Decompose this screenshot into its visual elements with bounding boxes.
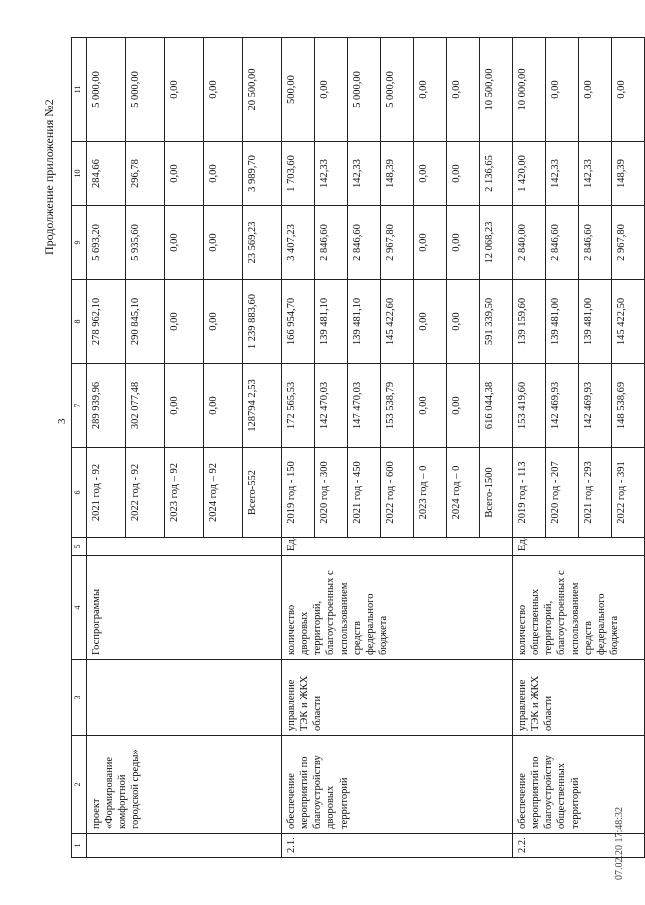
value-cell-c8: 1 239 883,60 — [243, 280, 282, 364]
year-cell: 2021 год - 293 — [579, 448, 612, 538]
value-cell-c7: 172 565,53 — [282, 364, 315, 448]
value-cell-c8: 0,00 — [447, 280, 480, 364]
value-cell-c10: 2 136,65 — [480, 142, 513, 206]
value-cell-c7: 142 470,03 — [315, 364, 348, 448]
value-cell-c9: 5 693,20 — [87, 206, 126, 280]
header-cell: 2 — [72, 736, 87, 834]
value-cell-c9: 0,00 — [165, 206, 204, 280]
value-cell-c7: 0,00 — [204, 364, 243, 448]
value-cell-c11: 0,00 — [612, 38, 645, 142]
value-cell-c7: 0,00 — [165, 364, 204, 448]
value-cell-c10: 1 703,60 — [282, 142, 315, 206]
table-row — [282, 38, 315, 858]
header-cell: 6 — [72, 448, 87, 538]
value-cell-c11: 20 500,00 — [243, 38, 282, 142]
measure-name-cell: обеспечение мероприятий по благоустройству дворовых территорий — [282, 736, 513, 834]
value-cell-c9: 3 407,23 — [282, 206, 315, 280]
value-cell-c8: 139 481,10 — [348, 280, 381, 364]
year-cell: 2024 год – 92 — [204, 448, 243, 538]
code-cell: 2.1. — [282, 834, 513, 858]
value-cell-c11: 5 000,00 — [126, 38, 165, 142]
value-cell-c8: 139 481,00 — [579, 280, 612, 364]
value-cell-c11: 0,00 — [165, 38, 204, 142]
code-cell: 2.2. — [513, 834, 645, 858]
year-cell: 2022 год - 391 — [612, 448, 645, 538]
value-cell-c10: 296,78 — [126, 142, 165, 206]
appendix-note: Продолжение приложения №2 — [42, 99, 56, 255]
value-cell-c11: 500,00 — [282, 38, 315, 142]
value-cell-c9: 5 935,60 — [126, 206, 165, 280]
value-cell-c8: 145 422,50 — [612, 280, 645, 364]
year-cell: 2022 год - 600 — [381, 448, 414, 538]
value-cell-c10: 0,00 — [165, 142, 204, 206]
page-number: 3 — [56, 418, 68, 424]
value-cell-c10: 142,33 — [315, 142, 348, 206]
indicator-cell: Госпрограммы — [87, 556, 282, 660]
value-cell-c10: 0,00 — [414, 142, 447, 206]
budget-table-body — [72, 38, 645, 858]
value-cell-c7: 302 077,48 — [126, 364, 165, 448]
value-cell-c11: 0,00 — [414, 38, 447, 142]
value-cell-c8: 0,00 — [165, 280, 204, 364]
value-cell-c9: 23 569,23 — [243, 206, 282, 280]
table-row — [513, 38, 546, 858]
budget-table — [71, 37, 645, 858]
value-cell-c9: 2 846,60 — [348, 206, 381, 280]
year-cell: 2024 год – 0 — [447, 448, 480, 538]
value-cell-c11: 0,00 — [546, 38, 579, 142]
value-cell-c10: 142,33 — [546, 142, 579, 206]
print-timestamp: 07.02.20 17:48:32 — [614, 806, 625, 880]
value-cell-c7: 142 469,93 — [579, 364, 612, 448]
value-cell-c9: 0,00 — [414, 206, 447, 280]
measure-name-cell: обеспечение мероприятий по благоустройству общественных территорий — [513, 736, 645, 834]
value-cell-c9: 0,00 — [447, 206, 480, 280]
value-cell-c11: 10 500,00 — [480, 38, 513, 142]
value-cell-c9: 2 967,80 — [381, 206, 414, 280]
value-cell-c7: 616 044,38 — [480, 364, 513, 448]
value-cell-c10: 0,00 — [204, 142, 243, 206]
value-cell-c11: 0,00 — [447, 38, 480, 142]
value-cell-c7: 142 469,93 — [546, 364, 579, 448]
value-cell-c8: 591 339,50 — [480, 280, 513, 364]
value-cell-c8: 0,00 — [414, 280, 447, 364]
value-cell-c8: 139 159,60 — [513, 280, 546, 364]
indicator-cell: количество дворовых территорий, благоустроенных с использованием средств федерального бюджета — [282, 556, 513, 660]
value-cell-c7: 147 470,03 — [348, 364, 381, 448]
value-cell-c9: 2 967,80 — [612, 206, 645, 280]
executor-cell: управление ТЭК и ЖКХ области — [282, 660, 513, 736]
value-cell-c7: 153 538,79 — [381, 364, 414, 448]
value-cell-c11: 0,00 — [204, 38, 243, 142]
value-cell-c8: 0,00 — [204, 280, 243, 364]
year-cell: 2019 год - 150 — [282, 448, 315, 538]
executor-cell — [87, 660, 282, 736]
value-cell-c10: 3 989,70 — [243, 142, 282, 206]
value-cell-c9: 2 846,60 — [315, 206, 348, 280]
year-cell: 2023 год – 0 — [414, 448, 447, 538]
value-cell-c9: 0,00 — [204, 206, 243, 280]
value-cell-c9: 2 846,60 — [546, 206, 579, 280]
header-cell: 1 — [72, 834, 87, 858]
value-cell-c7: 0,00 — [414, 364, 447, 448]
value-cell-c10: 148,39 — [381, 142, 414, 206]
header-cell: 11 — [72, 38, 87, 142]
value-cell-c10: 284,66 — [87, 142, 126, 206]
value-cell-c7: 128794 2,53 — [243, 364, 282, 448]
unit-cell — [87, 538, 282, 556]
value-cell-c7: 148 538,69 — [612, 364, 645, 448]
year-cell: Всего-1500 — [480, 448, 513, 538]
indicator-cell: количество общественных территорий, благоустроенных с использованием средств федерального бюджета — [513, 556, 645, 660]
value-cell-c11: 5 000,00 — [348, 38, 381, 142]
table-row — [87, 38, 126, 858]
header-cell: 10 — [72, 142, 87, 206]
value-cell-c11: 10 000,00 — [513, 38, 546, 142]
header-cell: 5 — [72, 538, 87, 556]
header-cell: 4 — [72, 556, 87, 660]
value-cell-c10: 0,00 — [447, 142, 480, 206]
value-cell-c11: 0,00 — [315, 38, 348, 142]
year-cell: 2020 год - 300 — [315, 448, 348, 538]
code-cell — [87, 834, 282, 858]
header-cell: 3 — [72, 660, 87, 736]
header-cell: 8 — [72, 280, 87, 364]
unit-cell: Ед. — [282, 538, 513, 556]
value-cell-c11: 5 000,00 — [87, 38, 126, 142]
year-cell: 2019 год - 113 — [513, 448, 546, 538]
value-cell-c7: 153 419,60 — [513, 364, 546, 448]
value-cell-c9: 12 068,23 — [480, 206, 513, 280]
value-cell-c9: 2 846,60 — [579, 206, 612, 280]
year-cell: 2020 год - 207 — [546, 448, 579, 538]
header-row — [72, 38, 87, 858]
value-cell-c10: 142,33 — [579, 142, 612, 206]
value-cell-c7: 289 939,96 — [87, 364, 126, 448]
value-cell-c8: 145 422,60 — [381, 280, 414, 364]
value-cell-c8: 166 954,70 — [282, 280, 315, 364]
year-cell: 2021 год - 92 — [87, 448, 126, 538]
header-cell: 7 — [72, 364, 87, 448]
value-cell-c10: 142,33 — [348, 142, 381, 206]
year-cell: 2022 год - 92 — [126, 448, 165, 538]
year-cell: Всего-552 — [243, 448, 282, 538]
year-cell: 2023 год – 92 — [165, 448, 204, 538]
value-cell-c8: 139 481,10 — [315, 280, 348, 364]
value-cell-c8: 278 962,10 — [87, 280, 126, 364]
year-cell: 2021 год - 450 — [348, 448, 381, 538]
value-cell-c7: 0,00 — [447, 364, 480, 448]
unit-cell: Ед. — [513, 538, 645, 556]
value-cell-c8: 290 845,10 — [126, 280, 165, 364]
value-cell-c11: 5 000,00 — [381, 38, 414, 142]
project-name-cell: проект «Формирование комфортной городской среды» — [87, 736, 282, 834]
header-cell: 9 — [72, 206, 87, 280]
value-cell-c11: 0,00 — [579, 38, 612, 142]
value-cell-c8: 139 481,00 — [546, 280, 579, 364]
executor-cell: управление ТЭК и ЖКХ области — [513, 660, 645, 736]
value-cell-c10: 1 420,00 — [513, 142, 546, 206]
value-cell-c10: 148,39 — [612, 142, 645, 206]
value-cell-c9: 2 840,00 — [513, 206, 546, 280]
